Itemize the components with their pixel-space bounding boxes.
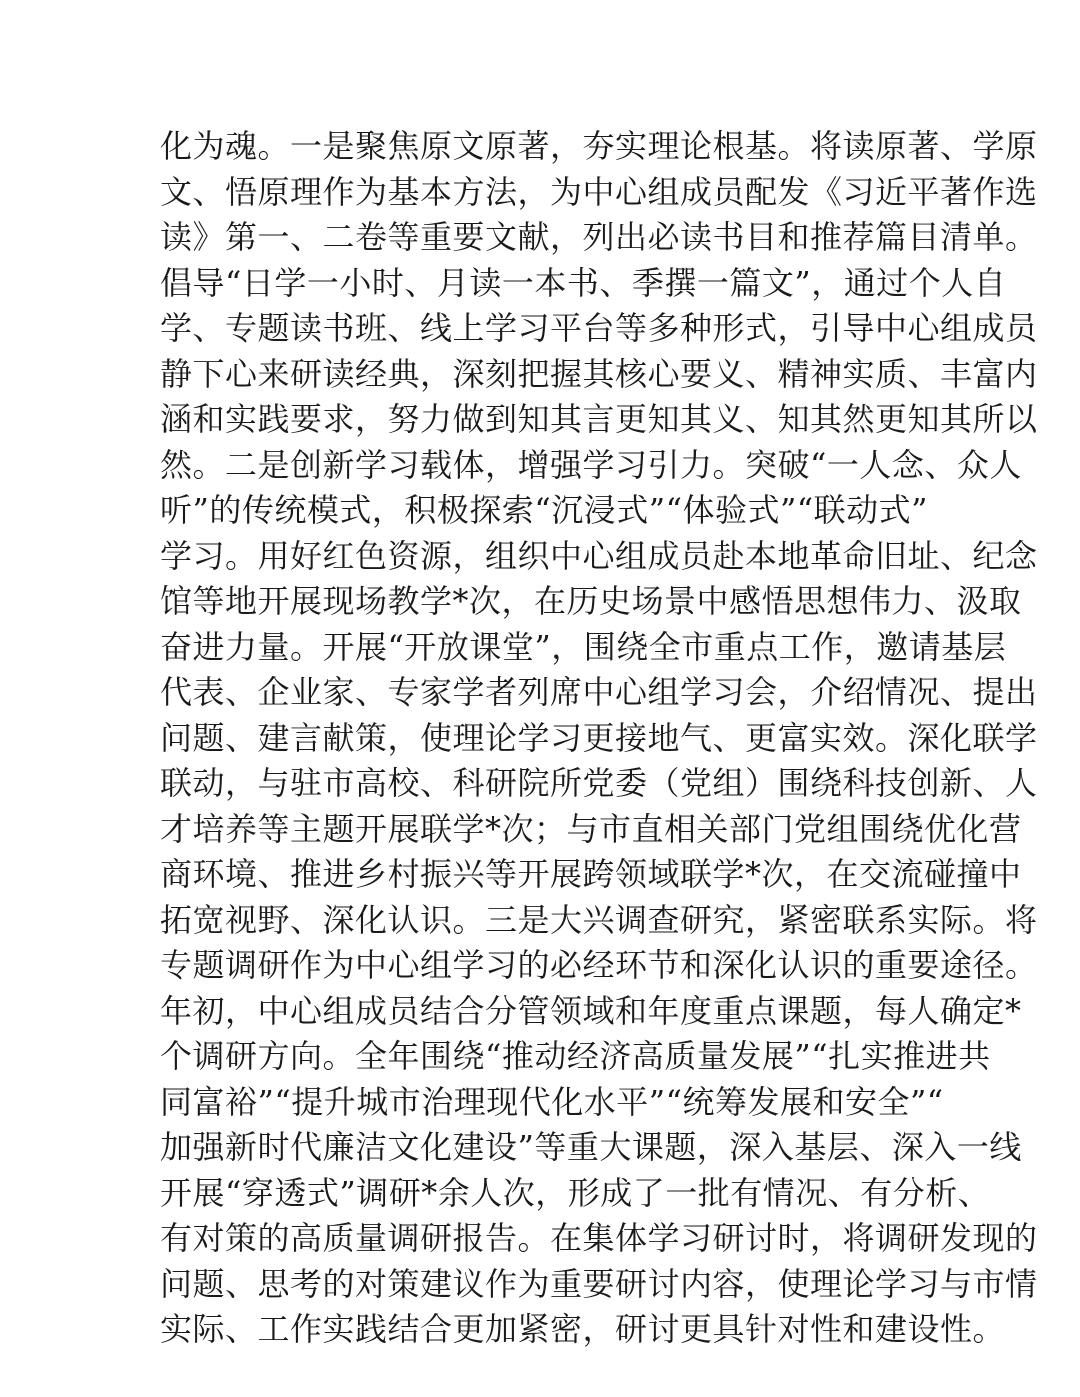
text-line: 年初，中心组成员结合分管领域和年度重点课题，每人确定* — [160, 991, 1022, 1030]
body-paragraph — [160, 124, 1038, 1353]
text-line: 实际、工作实践结合更加紧密，研讨更具针对性和建设性。 — [160, 1310, 1006, 1348]
text-line: 加强新时代廉洁文化建设”等重大课题，深入基层、深入一线 — [160, 1128, 1022, 1166]
text-line: 才培养等主题开展联学*次；与市直相关部门党组围绕优化营 — [160, 809, 1022, 848]
text-line: 文、悟原理作为基本方法，为中心组成员配发《习近平著作选 — [160, 172, 1038, 211]
text-line: 学、专题读书班、线上学习平台等多种形式，引导中心组成员 — [160, 309, 1038, 347]
text-line: 然。二是创新学习载体，增强学习引力。突破“一人念、众人 — [160, 445, 1022, 484]
text-line: 个调研方向。全年围绕“推动经济高质量发展”“扎实推进共 — [160, 1037, 991, 1075]
text-line: 馆等地开展现场教学*次，在历史场景中感悟思想伟力、汲取 — [160, 582, 1022, 620]
text-line: 问题、思考的对策建议作为重要研讨内容，使理论学习与市情 — [160, 1264, 1038, 1303]
text-line: 学习。用好红色资源，组织中心组成员赴本地革命旧址、纪念 — [160, 536, 1038, 575]
text-line: 代表、企业家、专家学者列席中心组学习会，介绍情况、提出 — [160, 673, 1038, 711]
text-line: 专题调研作为中心组学习的必经环节和深化认识的重要途径。 — [160, 946, 1038, 984]
text-line: 涵和实践要求，努力做到知其言更知其义、知其然更知其所以 — [160, 400, 1038, 438]
text-line: 奋进力量。开展“开放课堂”，围绕全市重点工作，邀请基层 — [160, 627, 1007, 666]
text-line: 商环境、推进乡村振兴等开展跨领域联学*次，在交流碰撞中 — [160, 855, 1022, 893]
text-line: 静下心来研读经典，深刻把握其核心要义、精神实质、丰富内 — [160, 354, 1038, 393]
text-line: 听”的传统模式，积极探索“沉浸式”“体验式”“联动式” — [160, 491, 929, 529]
text-line: 倡导“日学一小时、月读一本书、季撰一篇文”，通过个人自 — [160, 263, 1007, 302]
text-line: 问题、建言献策，使理论学习更接地气、更富实效。深化联学 — [160, 718, 1038, 757]
text-line: 化为魂。一是聚焦原文原著，夯实理论根基。将读原著、学原 — [160, 127, 1038, 165]
text-line: 读》第一、二卷等重要文献，列出必读书目和推荐篇目清单。 — [160, 218, 1038, 256]
text-line: 联动，与驻市高校、科研院所党委（党组）围绕科技创新、人 — [160, 764, 1038, 802]
text-line: 拓宽视野、深化认识。三是大兴调查研究，紧密联系实际。将 — [160, 900, 1038, 939]
text-line: 有对策的高质量调研报告。在集体学习研讨时，将调研发现的 — [160, 1219, 1038, 1257]
text-line: 同富裕”“提升城市治理现代化水平”“统筹发展和安全”“ — [160, 1082, 944, 1121]
text-line: 开展“穿透式”调研*余人次，形成了一批有情况、有分析、 — [160, 1173, 991, 1212]
